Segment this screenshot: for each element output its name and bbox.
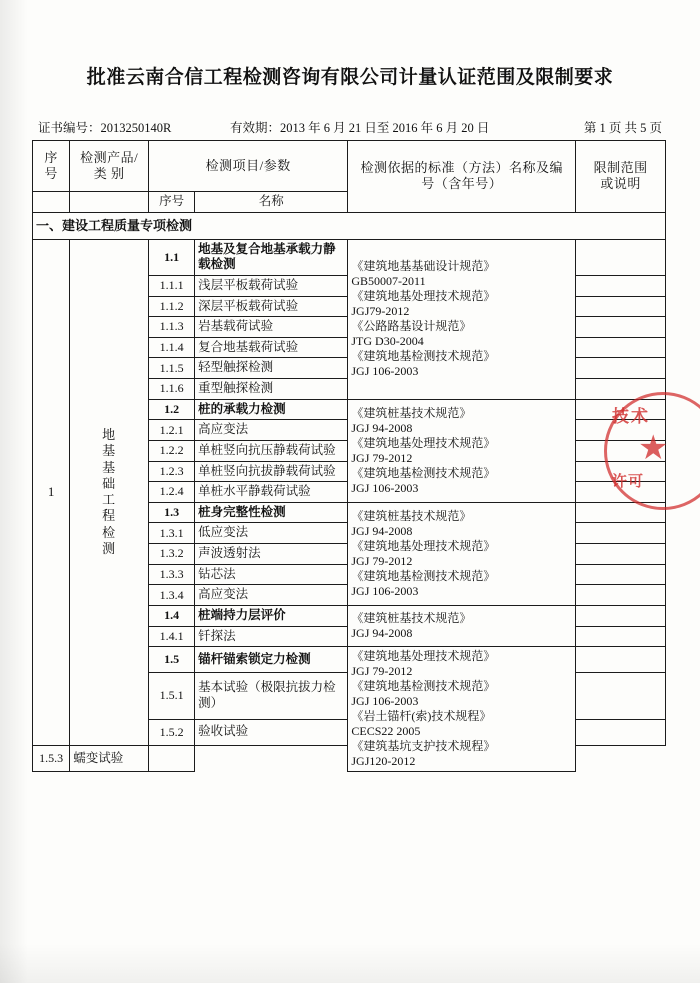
item-no: 1.1.6: [149, 379, 195, 400]
header-item-line1: 检测项目/参数: [205, 157, 291, 173]
scope-table: [32, 140, 669, 772]
page-number: 第 1 页 共 5 页: [583, 121, 662, 135]
header-seq-line2: 号: [44, 166, 58, 181]
table-row: [33, 239, 666, 275]
limit-cell: [576, 399, 666, 420]
section-row: [33, 212, 666, 239]
item-name: 高应变法: [195, 420, 348, 441]
limit-cell: [576, 358, 666, 379]
limit-cell: [576, 296, 666, 317]
standard-line: JGJ79-2012: [351, 304, 410, 319]
item-no: 1.1.1: [149, 275, 195, 296]
limit-cell: [576, 461, 666, 482]
category-char-3: 础: [102, 475, 117, 491]
item-name: 岩基载荷试验: [195, 317, 348, 338]
header-item-name: 名称: [195, 192, 348, 213]
item-no: 1.2.3: [149, 461, 195, 482]
standard-line: 《建筑地基处理技术规范》: [351, 649, 496, 664]
scan-shadow-left: [0, 0, 28, 983]
limit-cell: [149, 745, 195, 771]
group-standards: [348, 647, 576, 772]
header-limit-line1: 限制范围: [593, 160, 648, 176]
header-seq: [33, 141, 70, 192]
category-char-6: 检: [102, 524, 117, 540]
category-char-0: 地: [102, 427, 117, 443]
item-no: 1.4.1: [149, 626, 195, 647]
group-name: 桩端持力层评价: [195, 605, 348, 626]
group-standards: [348, 239, 576, 399]
standard-line: JGJ 94-2008: [351, 420, 413, 435]
limit-cell: [576, 544, 666, 565]
standard-line: JGJ 94-2008: [351, 626, 413, 640]
item-no: 1.3.2: [149, 544, 195, 565]
item-name: 低应变法: [195, 523, 348, 544]
standard-line: 《建筑地基检测技术规范》: [351, 465, 496, 480]
item-no: 1.5.2: [149, 719, 195, 745]
group-name: 桩身完整性检测: [195, 502, 348, 523]
standard-line: JGJ 106-2003: [351, 694, 419, 709]
item-name: 蠕变试验: [70, 745, 149, 771]
item-no: 1.1.3: [149, 317, 195, 338]
standard-line: 《建筑地基处理技术规范》: [351, 289, 496, 304]
group-no: 1.4: [149, 605, 195, 626]
standard-line: 《建筑桩基技术规范》: [351, 611, 472, 625]
item-name: 钻芯法: [195, 564, 348, 585]
validity-period: 有效期：2013 年 6 月 21 日至 2016 年 6 月 20 日: [230, 121, 490, 135]
standard-line: JGJ 79-2012: [351, 664, 413, 679]
limit-cell: [576, 317, 666, 338]
limit-cell: [576, 719, 666, 745]
group-standards: [348, 502, 576, 605]
page-title: 批准云南合信工程检测咨询有限公司计量认证范围及限制要求: [86, 67, 614, 88]
item-name: 复合地基载荷试验: [195, 337, 348, 358]
item-no: 1.5.3: [33, 745, 70, 771]
item-no: 1.2.2: [149, 440, 195, 461]
standard-line: JGJ120-2012: [351, 754, 416, 769]
category-char-7: 测: [102, 540, 117, 556]
standard-line: 《岩土锚杆(索)技术规程》: [351, 709, 492, 724]
standard-line: JGJ 94-2008: [351, 523, 413, 538]
standard-line: 《建筑桩基技术规范》: [351, 405, 472, 420]
limit-cell: [576, 502, 666, 523]
header-category-blank: [70, 192, 149, 213]
item-no: 1.3.3: [149, 564, 195, 585]
group-no: 1.5: [149, 647, 195, 673]
standard-line: 《公路路基设计规范》: [351, 319, 472, 334]
item-no: 1.2.4: [149, 482, 195, 503]
item-name: 声波透射法: [195, 544, 348, 565]
limit-cell: [576, 585, 666, 606]
item-no: 1.3.1: [149, 523, 195, 544]
table-header-row: [33, 141, 666, 192]
header-seq-line1: 序: [44, 149, 58, 165]
item-name: 深层平板载荷试验: [195, 296, 348, 317]
item-no: 1.1.2: [149, 296, 195, 317]
standard-line: JGJ 79-2012: [351, 450, 413, 465]
item-name: 单桩竖向抗压静载荷试验: [195, 440, 348, 461]
seal-star-icon: ★: [638, 430, 669, 467]
group-name: 锚杆锚索锁定力检测: [195, 647, 348, 673]
standard-line: JGJ 106-2003: [351, 583, 419, 598]
standard-line: GB50007-2011: [351, 274, 426, 289]
limit-cell: [576, 564, 666, 585]
item-no: 1.1.4: [149, 337, 195, 358]
limit-cell: [576, 647, 666, 673]
section-title: 一、建设工程质量专项检测: [33, 212, 666, 239]
group-standards: [348, 399, 576, 502]
group-no: 1.2: [149, 399, 195, 420]
group-no: 1.1: [149, 239, 195, 275]
header-standard-line2: 号（含年号）: [421, 176, 503, 192]
header-category-line2: 类 别: [93, 166, 125, 181]
category-char-4: 工: [102, 492, 117, 508]
limit-cell: [576, 673, 666, 719]
category-char-1: 基: [102, 443, 117, 459]
standard-line: 《建筑地基基础设计规范》: [351, 259, 496, 274]
item-no: 1.1.5: [149, 358, 195, 379]
row-category: [70, 239, 149, 745]
standard-line: JGJ 106-2003: [351, 364, 419, 379]
header-item: [149, 141, 348, 192]
group-standards: [348, 605, 576, 646]
item-name: 轻型触探检测: [195, 358, 348, 379]
item-name: 高应变法: [195, 585, 348, 606]
category-char-2: 基: [102, 459, 117, 475]
standard-line: 《建筑地基检测技术规范》: [351, 349, 496, 364]
item-name: 单桩竖向抗拔静载荷试验: [195, 461, 348, 482]
limit-cell: [576, 239, 666, 275]
standard-line: 《建筑桩基技术规范》: [351, 508, 472, 523]
limit-cell: [576, 605, 666, 626]
standard-line: 《建筑地基检测技术规范》: [351, 568, 496, 583]
limit-cell: [576, 379, 666, 400]
limit-cell: [576, 420, 666, 441]
document-meta: [38, 118, 662, 136]
limit-cell: [576, 523, 666, 544]
group-no: 1.3: [149, 502, 195, 523]
certificate-number: 证书编号：2013250140R: [38, 121, 172, 135]
header-standard: [348, 141, 576, 213]
item-name: 钎探法: [195, 626, 348, 647]
standard-line: 《建筑地基检测技术规范》: [351, 679, 496, 694]
header-limit: [576, 141, 666, 213]
limit-cell: [576, 275, 666, 296]
header-category: [70, 141, 149, 192]
row-seq: 1: [33, 239, 70, 745]
scan-shadow-bottom: [0, 943, 700, 983]
header-limit-line2: 或说明: [600, 176, 641, 192]
standard-line: 《建筑地基处理技术规范》: [351, 435, 496, 450]
group-name: 地基及复合地基承载力静载检测: [195, 239, 348, 275]
header-standard-line1: 检测依据的标准（方法）名称及编: [360, 160, 564, 176]
category-char-5: 程: [102, 508, 117, 524]
standard-line: JTG D30-2004: [351, 334, 424, 349]
item-no: 1.3.4: [149, 585, 195, 606]
item-name: 基本试验（极限抗拔力检测）: [195, 673, 348, 719]
header-seq-blank: [33, 192, 70, 213]
limit-cell: [576, 482, 666, 503]
item-name: 浅层平板载荷试验: [195, 275, 348, 296]
limit-cell: [576, 440, 666, 461]
limit-cell: [576, 626, 666, 647]
header-category-line1: 检测产品/: [80, 149, 139, 165]
group-name: 桩的承载力检测: [195, 399, 348, 420]
standard-line: 《建筑基坑支护技术规程》: [351, 739, 496, 754]
standard-line: CECS22 2005: [351, 724, 421, 739]
standard-line: JGJ 106-2003: [351, 480, 419, 495]
item-no: 1.2.1: [149, 420, 195, 441]
item-name: 重型触探检测: [195, 379, 348, 400]
header-item-no: 序号: [149, 192, 195, 213]
standard-line: 《建筑地基处理技术规范》: [351, 538, 496, 553]
item-name: 验收试验: [195, 719, 348, 745]
standard-line: JGJ 79-2012: [351, 553, 413, 568]
seal-text-top: 技术: [612, 407, 650, 426]
seal-text-bottom: 许可: [612, 474, 645, 490]
item-no: 1.5.1: [149, 673, 195, 719]
item-name: 单桩水平静载荷试验: [195, 482, 348, 503]
limit-cell: [576, 337, 666, 358]
